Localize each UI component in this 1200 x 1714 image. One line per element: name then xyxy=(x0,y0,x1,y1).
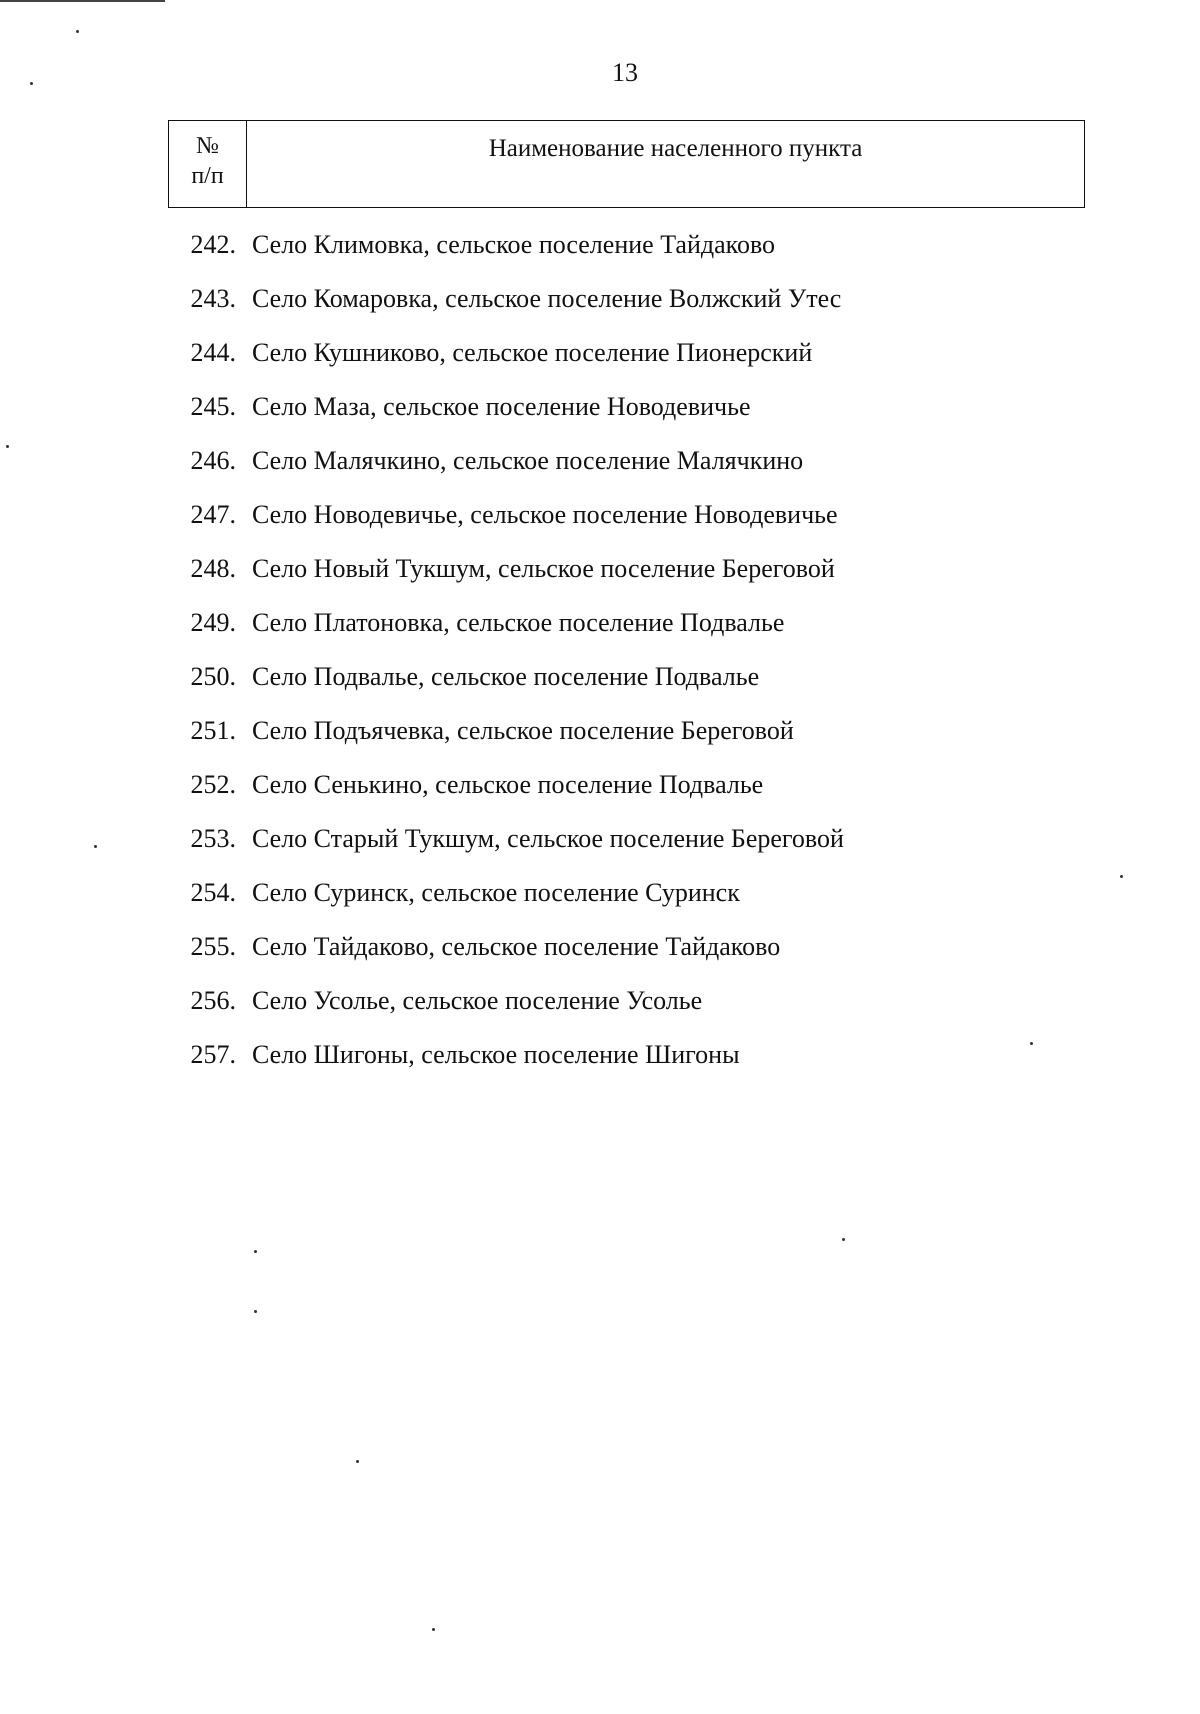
item-name: Село Суринск, сельское поселение Суринск xyxy=(252,878,740,907)
list-item xyxy=(182,326,1082,380)
list-item xyxy=(182,866,1082,920)
item-number: 251. xyxy=(190,716,236,745)
list-item xyxy=(182,920,1082,974)
item-number: 253. xyxy=(190,824,236,853)
scan-speck xyxy=(30,82,33,85)
item-number: 255. xyxy=(190,932,236,961)
item-number: 247. xyxy=(190,500,236,529)
item-name: Село Подъячевка, сельское поселение Береговой xyxy=(252,716,794,745)
settlement-list xyxy=(182,218,1082,1082)
scan-speck xyxy=(254,1310,257,1313)
item-name: Село Шигоны, сельское поселение Шигоны xyxy=(252,1040,740,1069)
scan-speck xyxy=(254,1250,257,1253)
list-item xyxy=(182,1028,1082,1082)
item-name: Село Маза, сельское поселение Новодевичье xyxy=(252,392,751,421)
scan-speck xyxy=(1120,875,1123,878)
item-number: 249. xyxy=(190,608,236,637)
scan-speck xyxy=(6,445,9,448)
item-name: Село Комаровка, сельское поселение Волжский Утес xyxy=(252,284,842,313)
item-number: 252. xyxy=(190,770,236,799)
list-item xyxy=(182,380,1082,434)
item-name: Село Подвалье, сельское поселение Подвалье xyxy=(252,662,760,691)
table-header xyxy=(168,120,1085,208)
scan-speck xyxy=(1030,1042,1033,1045)
list-item xyxy=(182,812,1082,866)
header-number-abbrev: п/п xyxy=(191,163,224,189)
item-number: 244. xyxy=(190,338,236,367)
list-item xyxy=(182,542,1082,596)
item-number: 254. xyxy=(190,878,236,907)
item-number: 246. xyxy=(190,446,236,475)
list-item xyxy=(182,974,1082,1028)
list-item xyxy=(182,488,1082,542)
scan-edge-line xyxy=(0,0,165,2)
item-number: 242. xyxy=(190,230,236,259)
scan-speck xyxy=(432,1628,435,1631)
item-name: Село Тайдаково, сельское поселение Тайдаково xyxy=(252,932,781,961)
list-item xyxy=(182,704,1082,758)
item-name: Село Старый Тукшум, сельское поселение Береговой xyxy=(252,824,844,853)
item-number: 248. xyxy=(190,554,236,583)
item-name: Село Кушниково, сельское поселение Пионерский xyxy=(252,338,813,367)
item-number: 250. xyxy=(190,662,236,691)
header-number-column xyxy=(169,121,247,207)
item-name: Село Новый Тукшум, сельское поселение Береговой xyxy=(252,554,835,583)
page-number: 13 xyxy=(612,58,638,87)
item-number: 245. xyxy=(190,392,236,421)
list-item xyxy=(182,596,1082,650)
list-item xyxy=(182,434,1082,488)
item-name: Село Платоновка, сельское поселение Подвалье xyxy=(252,608,785,637)
scan-speck xyxy=(76,30,79,33)
item-number: 243. xyxy=(190,284,236,313)
header-name-column: Наименование населенного пункта xyxy=(488,135,863,162)
list-item xyxy=(182,758,1082,812)
header-number-sign: № xyxy=(196,133,219,159)
item-number: 257. xyxy=(190,1040,236,1069)
list-item xyxy=(182,650,1082,704)
list-item xyxy=(182,272,1082,326)
list-item xyxy=(182,218,1082,272)
scan-speck xyxy=(356,1460,359,1463)
item-name: Село Климовка, сельское поселение Тайдаково xyxy=(252,230,776,259)
item-name: Село Сенькино, сельское поселение Подвалье xyxy=(252,770,764,799)
item-name: Село Усолье, сельское поселение Усолье xyxy=(252,986,703,1015)
item-name: Село Малячкино, сельское поселение Малячкино xyxy=(252,446,804,475)
scan-speck xyxy=(842,1238,845,1241)
item-name: Село Новодевичье, сельское поселение Новодевичье xyxy=(252,500,838,529)
item-number: 256. xyxy=(190,986,236,1015)
scan-speck xyxy=(94,845,97,848)
